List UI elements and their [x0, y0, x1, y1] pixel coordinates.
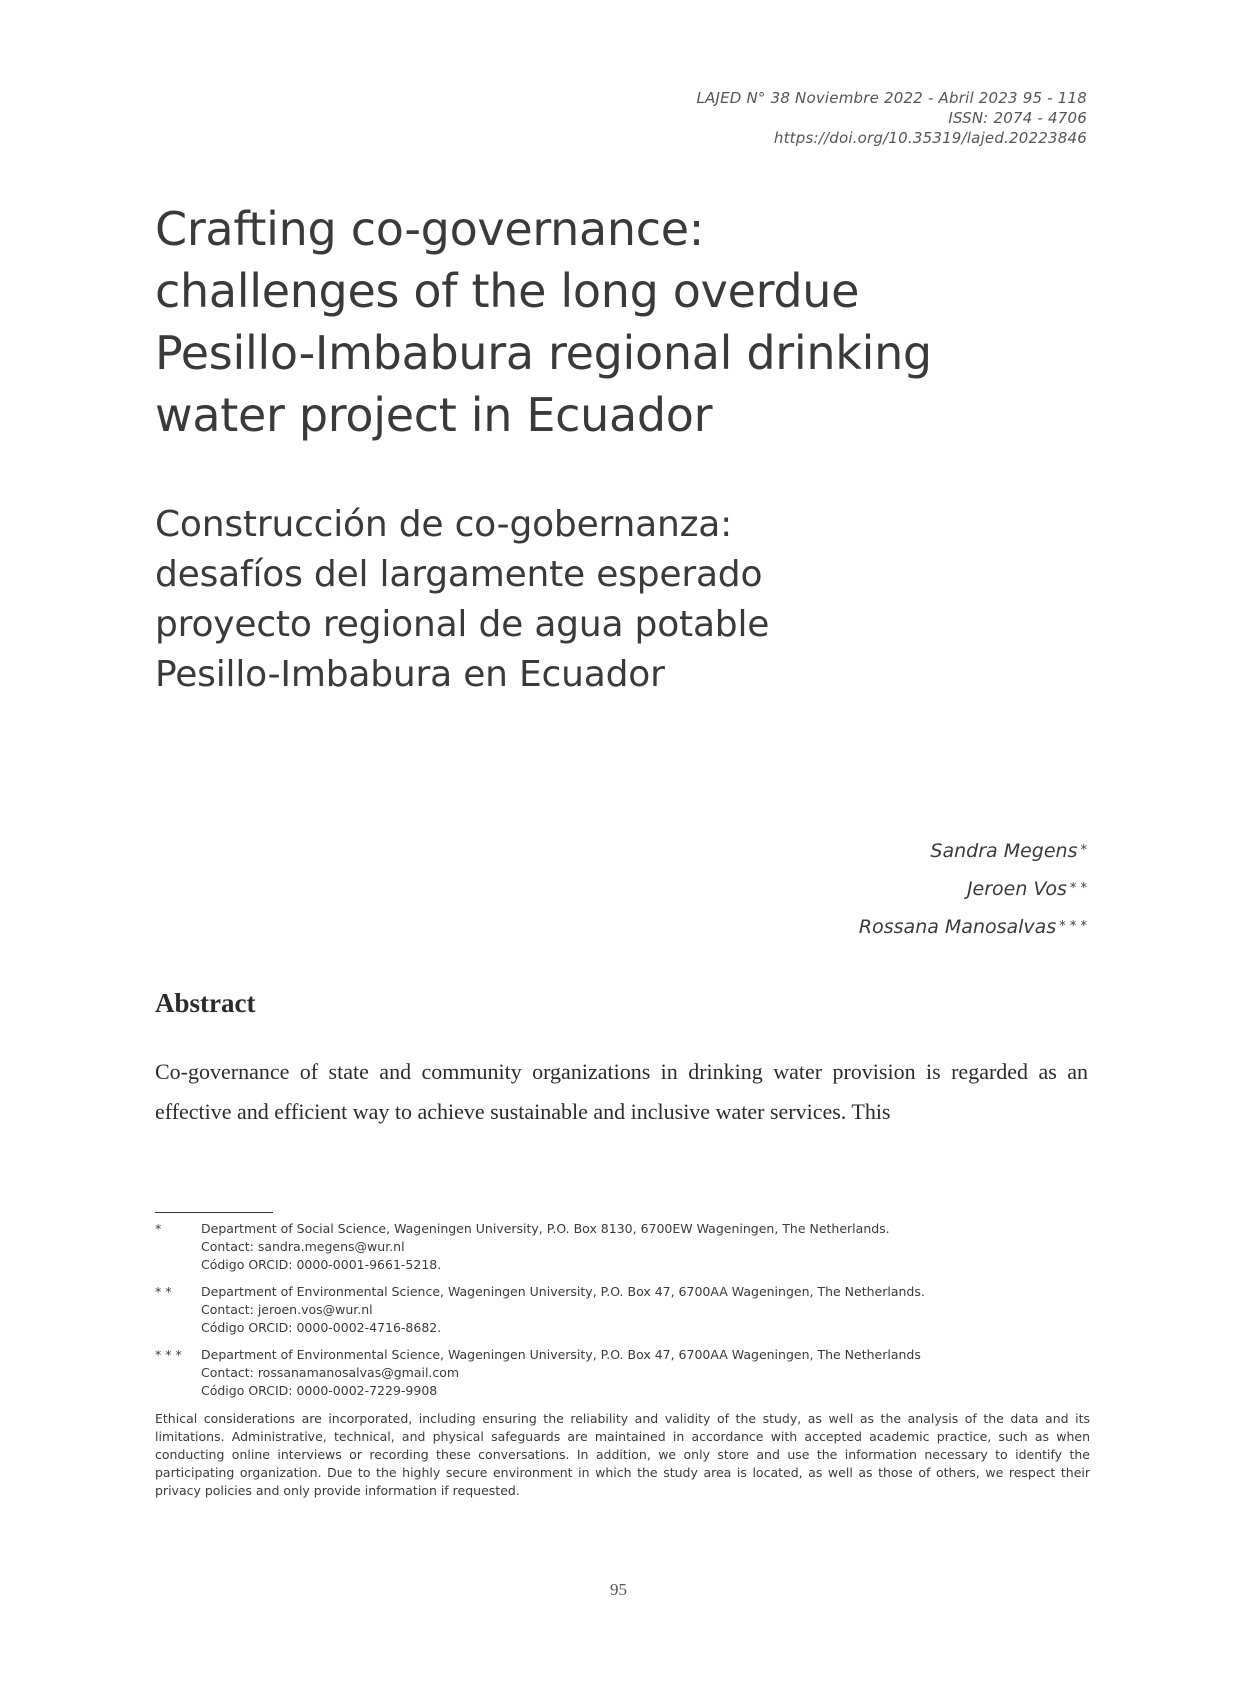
author [859, 908, 1087, 946]
footnote [155, 1220, 1090, 1274]
title-english-line: Crafting co-governance: [155, 202, 704, 256]
author-name: Jeroen Vos [966, 878, 1067, 900]
footnote-orcid: Código ORCID: 0000-0002-7229-9908 [201, 1383, 438, 1398]
footnote [155, 1283, 1090, 1337]
ethics-statement: Ethical considerations are incorporated, including ensuring the reliability and validity of the study, as well as the analysis of the data and its limitations. Administrative, technical, and physical safeguards are maintained in accordance with accepted academic practice, such as when conducting online interviews or recording these conversations. In addition, we only store and use the information necessary to identify the participating organization. Due to the highly secure environment in which the study area is located, as well as those of others, we respect their privacy policies and only provide information if requested. [155, 1411, 1090, 1498]
journal-header [696, 88, 1087, 148]
footnote-contact: Contact: rossanamanosalvas@gmail.com [201, 1365, 460, 1380]
author [859, 870, 1087, 908]
abstract-heading: Abstract [155, 988, 256, 1018]
footnote-contact: Contact: sandra.megens@wur.nl [201, 1239, 405, 1254]
title-spanish-line: Construcción de co-gobernanza: [155, 504, 733, 545]
title-spanish-line: proyecto regional de agua potable [155, 604, 770, 645]
footnote-affiliation: Department of Social Science, Wageningen University, P.O. Box 8130, 6700EW Wageningen, The Netherlands. [201, 1221, 890, 1236]
author-list [859, 832, 1087, 946]
page-number: 95 [610, 1580, 627, 1599]
author [859, 832, 1087, 870]
footnote-mark: * * [155, 1284, 172, 1299]
footnote-contact: Contact: jeroen.vos@wur.nl [201, 1302, 373, 1317]
author-footnote-mark: * [1080, 843, 1087, 858]
title-english-line: Pesillo-Imbabura regional drinking [155, 326, 932, 380]
title-spanish-line: Pesillo-Imbabura en Ecuador [155, 654, 665, 695]
footnote-mark: * * * [155, 1347, 182, 1362]
abstract-text: Co-governance of state and community organizations in drinking water provision is regarded as an effective and efficient way to achieve sustainable and inclusive water services. This [155, 1059, 1088, 1124]
author-footnote-mark: * * [1069, 881, 1087, 896]
footnote-divider [155, 1212, 273, 1213]
author-name: Sandra Megens [930, 840, 1078, 862]
title-spanish [155, 500, 1115, 700]
footnote-orcid: Código ORCID: 0000-0002-4716-8682. [201, 1320, 442, 1335]
title-english-line: water project in Ecuador [155, 388, 713, 442]
footnote-affiliation: Department of Environmental Science, Wageningen University, P.O. Box 47, 6700AA Wageningen, The Netherlands. [201, 1284, 925, 1299]
journal-doi[interactable]: https://doi.org/10.35319/lajed.20223846 [773, 129, 1087, 147]
journal-citation: LAJED N° 38 Noviembre 2022 - Abril 2023 95 - 118 [696, 89, 1087, 107]
footnote-mark: * [155, 1221, 162, 1236]
title-spanish-line: desafíos del largamente esperado [155, 554, 763, 595]
footnote-affiliation: Department of Environmental Science, Wageningen University, P.O. Box 47, 6700AA Wageningen, The Netherlands [201, 1347, 921, 1362]
title-english-line: challenges of the long overdue [155, 264, 860, 318]
author-name: Rossana Manosalvas [858, 916, 1057, 938]
footnote [155, 1346, 1090, 1400]
footnotes [155, 1220, 1090, 1409]
title-english [155, 198, 1115, 446]
author-footnote-mark: * * * [1059, 919, 1087, 934]
footnote-orcid: Código ORCID: 0000-0001-9661-5218. [201, 1257, 442, 1272]
journal-issn: ISSN: 2074 - 4706 [948, 109, 1087, 127]
